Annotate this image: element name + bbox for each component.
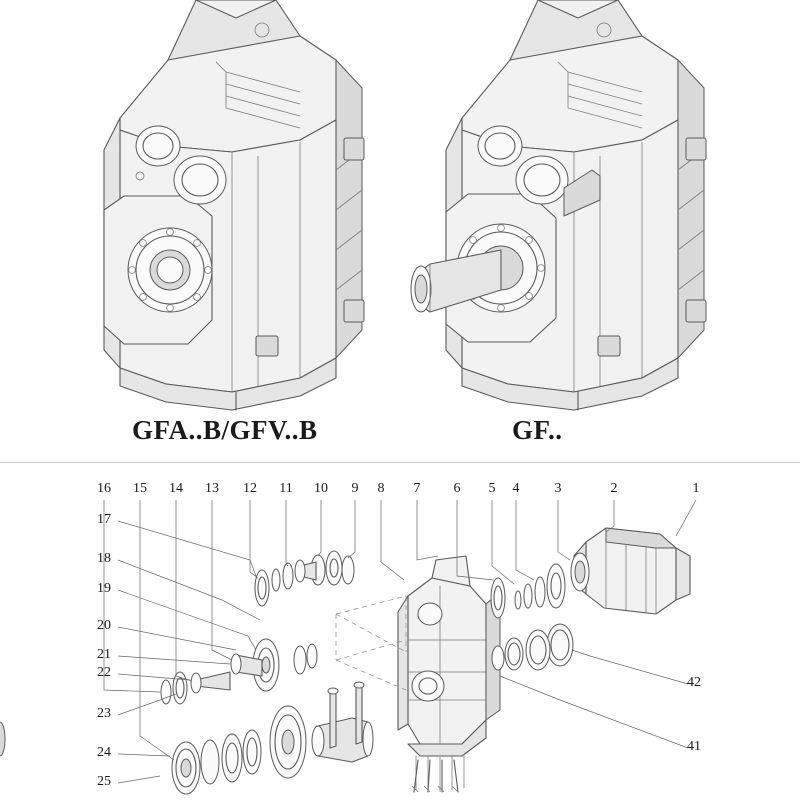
callout-top-13: 13 bbox=[205, 481, 219, 496]
gearbox-view-left bbox=[104, 0, 364, 410]
caption-gf: GF.. bbox=[512, 415, 563, 445]
gear-shaft-bottom bbox=[0, 706, 373, 794]
callout-top-2: 2 bbox=[610, 481, 618, 496]
callout-top-7: 7 bbox=[413, 481, 421, 496]
callout-right-41: 41 bbox=[687, 739, 701, 754]
caption-gfab-gfvb: GFA..B/GFV..B bbox=[132, 415, 318, 445]
callout-top-4: 4 bbox=[512, 481, 520, 496]
callout-top-3: 3 bbox=[554, 481, 562, 496]
callout-left-25: 25 bbox=[97, 774, 111, 789]
callout-top-11: 11 bbox=[279, 481, 293, 496]
callout-left-22: 22 bbox=[97, 665, 111, 680]
ring-parts-right bbox=[491, 564, 573, 670]
callout-left-18: 18 bbox=[97, 551, 111, 566]
shaft-parts-top bbox=[255, 551, 354, 606]
gearbox-view-right bbox=[411, 0, 706, 410]
callout-left-23: 23 bbox=[97, 706, 111, 721]
callout-top-6: 6 bbox=[453, 481, 461, 496]
callout-left-24: 24 bbox=[97, 745, 111, 760]
callout-top-5: 5 bbox=[488, 481, 496, 496]
callout-left-21: 21 bbox=[97, 647, 111, 662]
callout-top-8: 8 bbox=[377, 481, 385, 496]
callout-left-17: 17 bbox=[97, 512, 111, 527]
callout-top-16: 16 bbox=[97, 481, 111, 496]
section-divider bbox=[0, 462, 800, 463]
gear-shaft-middle bbox=[161, 639, 317, 704]
motor-adapter-unit bbox=[571, 528, 690, 614]
callout-top-1: 1 bbox=[692, 481, 700, 496]
callout-left-19: 19 bbox=[97, 581, 111, 596]
callout-top-14: 14 bbox=[169, 481, 183, 496]
callout-top-15: 15 bbox=[133, 481, 147, 496]
callout-right-42: 42 bbox=[687, 675, 701, 690]
callout-left-20: 20 bbox=[97, 618, 111, 633]
callout-top-9: 9 bbox=[351, 481, 359, 496]
callout-top-12: 12 bbox=[243, 481, 257, 496]
callout-top-10: 10 bbox=[314, 481, 328, 496]
